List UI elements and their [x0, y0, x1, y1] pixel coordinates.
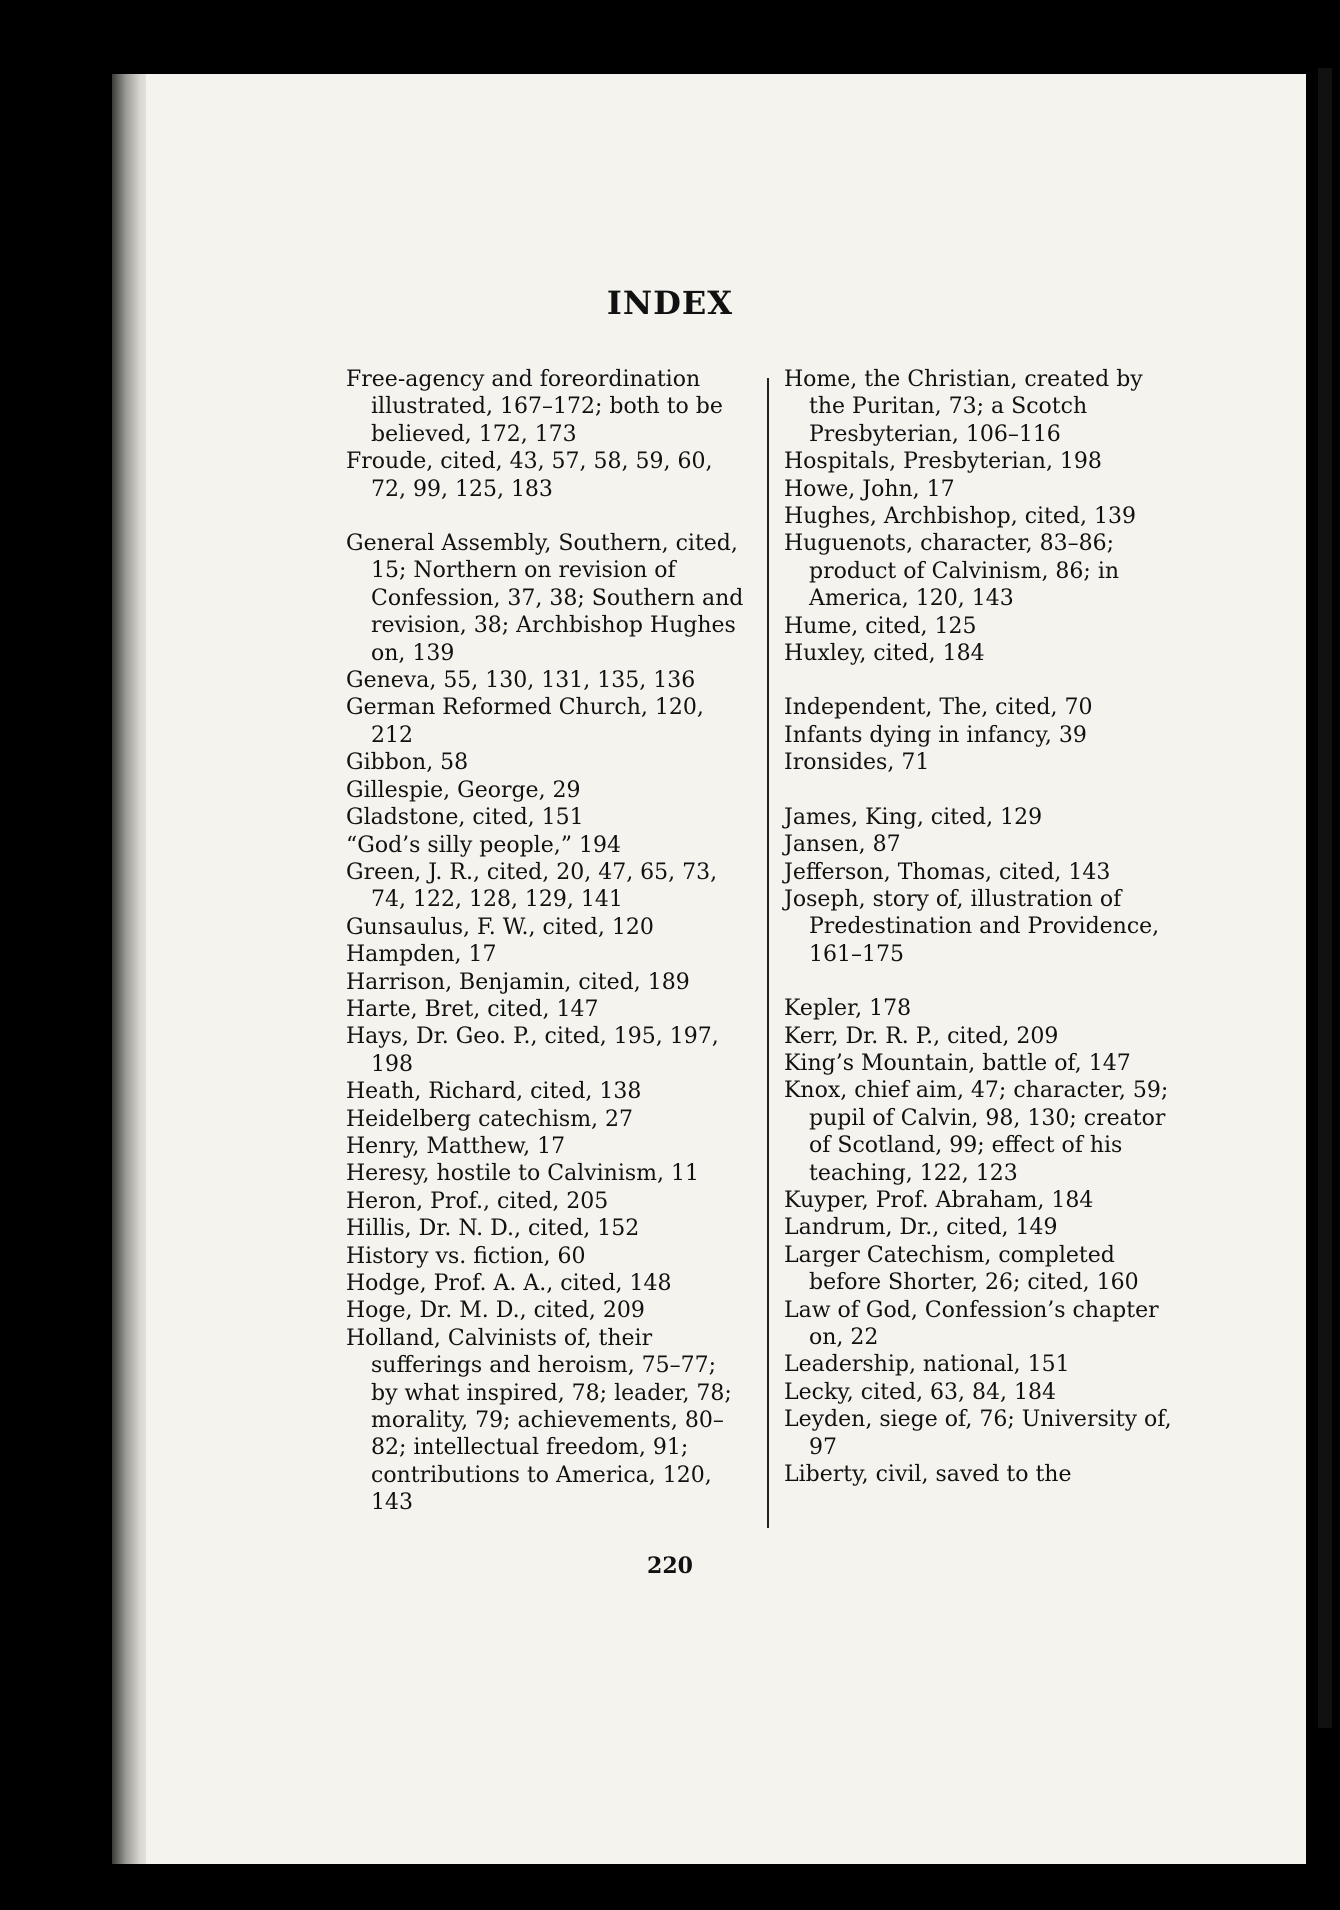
index-entry: Hoge, Dr. M. D., cited, 209 [346, 1298, 645, 1324]
index-entry: Holland, Calvinists of, their sufferings and heroism, 75–77; by what inspired, 78; leader, 78; morality, 79; achievements, 80–82; intellectual freedom, 91; contributions to America, 120, 143 [346, 1325, 732, 1516]
index-entry: Heresy, hostile to Calvinism, 11 [346, 1161, 700, 1187]
index-entry: Hospitals, Presbyterian, 198 [784, 449, 1102, 475]
index-entry: Independent, The, cited, 70 [784, 695, 1093, 721]
index-entry: Harrison, Benjamin, cited, 189 [346, 969, 690, 995]
index-entry: Heidelberg catechism, 27 [346, 1106, 634, 1132]
index-entry: Leyden, siege of, 76; University of, 97 [784, 1407, 1172, 1460]
index-entry: Howe, John, 17 [784, 476, 955, 502]
index-entry: Free-agency and foreordination illustrated, 167–172; both to be believed, 172, 173 [346, 367, 723, 447]
page-number: 220 [647, 1553, 693, 1579]
page-title: INDEX [606, 284, 734, 322]
index-entry: Gillespie, George, 29 [346, 777, 581, 803]
index-entry: Larger Catechism, completed before Shorter, 26; cited, 160 [784, 1242, 1139, 1296]
index-entry: Home, the Christian, created by the Puritan, 73; a Scotch Presbyterian, 106–116 [784, 367, 1143, 447]
index-entry: Heath, Richard, cited, 138 [346, 1079, 642, 1105]
index-entry: Hays, Dr. Geo. P., cited, 195, 197, 198 [346, 1024, 719, 1077]
index-entry: Froude, cited, 43, 57, 58, 59, 60, 72, 99, 125, 183 [346, 449, 713, 502]
index-entry: Huguenots, character, 83–86; product of Calvinism, 86; in America, 120, 143 [784, 531, 1120, 612]
index-entry: James, King, cited, 129 [784, 804, 1043, 830]
index-entry: Jefferson, Thomas, cited, 143 [784, 859, 1111, 885]
index-entry: Gunsaulus, F. W., cited, 120 [346, 914, 654, 940]
index-entry: History vs. fiction, 60 [346, 1243, 586, 1269]
index-column-left [346, 366, 746, 1517]
index-entry: Hume, cited, 125 [784, 613, 977, 639]
index-entry: Lecky, cited, 63, 84, 184 [784, 1379, 1057, 1405]
index-entry: Ironsides, 71 [784, 750, 930, 776]
index-entry: Kuyper, Prof. Abraham, 184 [784, 1187, 1094, 1213]
index-entry: Geneva, 55, 130, 131, 135, 136 [346, 668, 696, 694]
index-entry: General Assembly, Southern, cited, 15; Northern on revision of Confession, 37, 38; Southern and revision, 38; Archbishop Hughes on, 139 [346, 531, 744, 666]
index-entry: Kepler, 178 [784, 996, 912, 1022]
index-entry: Green, J. R., cited, 20, 47, 65, 73, 74, 122, 128, 129, 141 [346, 859, 718, 913]
index-entry: Landrum, Dr., cited, 149 [784, 1215, 1058, 1241]
index-entry: Kerr, Dr. R. P., cited, 209 [784, 1023, 1059, 1049]
index-entry: Infants dying in infancy, 39 [784, 722, 1087, 748]
index-entry: Harte, Bret, cited, 147 [346, 996, 599, 1022]
index-column-right [784, 366, 1184, 1488]
index-entry: Huxley, cited, 184 [784, 641, 985, 667]
index-entry: Gladstone, cited, 151 [346, 805, 584, 831]
index-entry: Hampden, 17 [346, 942, 497, 968]
index-entry: Law of God, Confession’s chapter on, 22 [784, 1297, 1159, 1350]
index-entry: German Reformed Church, 120, 212 [346, 695, 704, 748]
index-entry: “God’s silly people,” 194 [346, 832, 621, 858]
column-divider [767, 378, 769, 1528]
index-entry: Knox, chief aim, 47; character, 59; pupil of Calvin, 98, 130; creator of Scotland, 99; effect of his teaching, 122, 123 [784, 1078, 1169, 1186]
index-entry: Hughes, Archbishop, cited, 139 [784, 504, 1136, 530]
index-entry: Henry, Matthew, 17 [346, 1133, 566, 1159]
index-entry: Liberty, civil, saved to the [784, 1462, 1072, 1488]
index-entry: Jansen, 87 [784, 832, 901, 858]
index-entry: Heron, Prof., cited, 205 [346, 1188, 609, 1214]
index-entry: Gibbon, 58 [346, 750, 469, 776]
index-entry: King’s Mountain, battle of, 147 [784, 1050, 1131, 1076]
index-entry: Hillis, Dr. N. D., cited, 152 [346, 1216, 640, 1242]
index-entry: Joseph, story of, illustration of Predestination and Providence, 161–175 [784, 886, 1160, 967]
index-entry: Leadership, national, 151 [784, 1352, 1070, 1378]
index-entry: Hodge, Prof. A. A., cited, 148 [346, 1271, 672, 1296]
